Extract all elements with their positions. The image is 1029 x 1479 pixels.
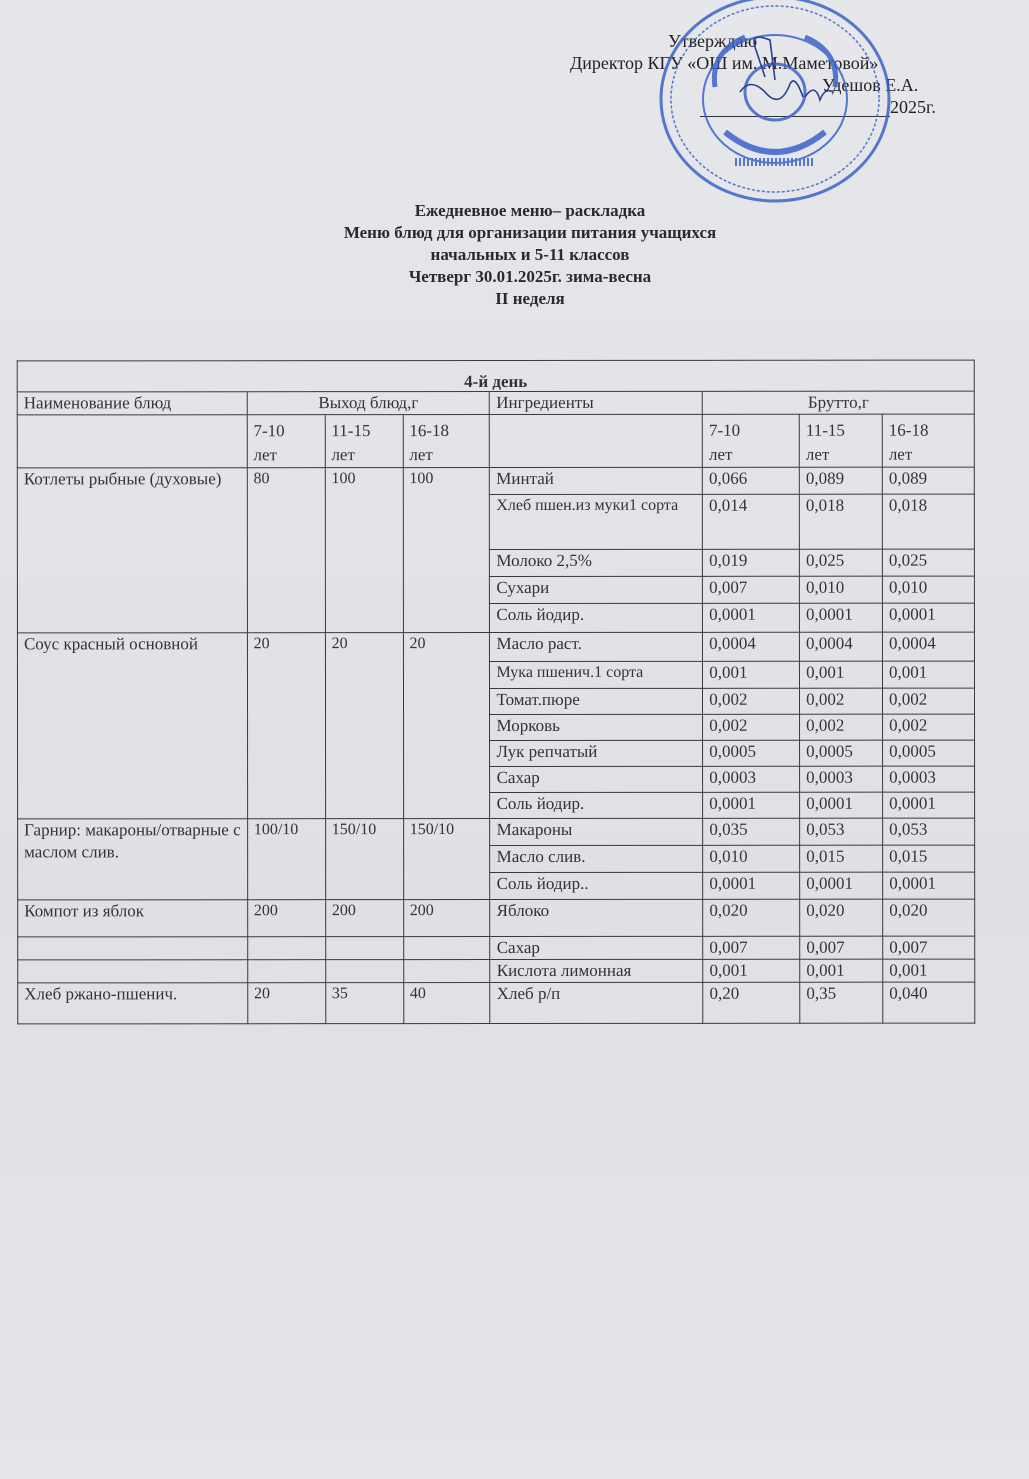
gross-value: 0,019 (703, 549, 800, 576)
age-header-row (17, 414, 974, 468)
gross-value: 0,002 (703, 714, 800, 740)
age-range: 7-10 (708, 420, 741, 440)
ingredient-name: Лук репчатый (490, 740, 703, 766)
gross-value: 0,014 (703, 494, 800, 549)
ingredient-name: Морковь (490, 714, 703, 740)
dish-yield: 40 (403, 983, 490, 1024)
gross-value: 0,040 (883, 982, 975, 1023)
dish-yield: 200 (247, 900, 325, 937)
header-dish: Наименование блюд (17, 392, 247, 415)
ingredient-name: Масло раст. (490, 632, 703, 661)
gross-value: 0,001 (883, 959, 975, 982)
ingredient-name: Кислота лимонная (490, 959, 703, 982)
gross-value: 0,0001 (703, 603, 800, 632)
gross-value: 0,002 (883, 714, 975, 740)
ingredient-row (18, 982, 975, 1024)
age-range: 11-15 (805, 420, 845, 440)
dish-yield (325, 960, 403, 983)
gross-value: 0,001 (800, 661, 883, 688)
gross-value: 0,0001 (883, 872, 975, 899)
director-line: Директор КГУ «ОШ им. М.Маметовой» (570, 53, 879, 73)
gross-age-0 (702, 414, 799, 467)
yield-age-2 (403, 415, 490, 468)
ingredient-name: Макароны (490, 818, 703, 845)
gross-value: 0,089 (799, 467, 882, 494)
gross-value: 0,35 (800, 982, 883, 1023)
dish-yield (403, 960, 490, 983)
gross-value: 0,002 (800, 714, 883, 740)
yield-age-0 (247, 415, 325, 468)
dish-name: Компот из яблок (18, 900, 248, 937)
yield-age-1 (325, 415, 403, 468)
ingredient-row (18, 818, 975, 846)
gross-value: 0,066 (703, 467, 800, 494)
ingredient-row (17, 632, 974, 662)
ingredient-name: Минтай (490, 467, 703, 494)
age-unit: лет (253, 445, 277, 465)
gross-value: 0,002 (800, 688, 883, 714)
age-range: 16-18 (888, 420, 929, 440)
gross-value: 0,0005 (800, 740, 883, 766)
age-range: 7-10 (253, 421, 285, 441)
ingredient-name: Сухари (490, 576, 703, 603)
dish-yield: 100 (403, 468, 490, 633)
title-line-1: Ежедневное меню– раскладка (414, 201, 646, 220)
gross-value: 0,002 (703, 688, 800, 714)
dish-name (18, 960, 248, 983)
ingredient-name: Сахар (490, 936, 703, 959)
gross-value: 0,0004 (703, 632, 800, 661)
gross-value: 0,002 (883, 688, 975, 714)
age-unit: лет (331, 445, 355, 465)
gross-value: 0,010 (882, 576, 974, 603)
title-line-5: II неделя (495, 289, 565, 308)
gross-value: 0,025 (882, 549, 974, 576)
gross-value: 0,0001 (800, 603, 883, 632)
gross-value: 0,020 (883, 899, 975, 936)
gross-value: 0,020 (800, 899, 883, 936)
dish-yield: 20 (247, 983, 325, 1024)
signature-line (700, 116, 890, 117)
age-blank (17, 415, 247, 468)
day-label: 4-й день (17, 360, 974, 392)
header-ingredients: Ингредиенты (490, 391, 703, 414)
gross-age-2 (882, 414, 974, 467)
gross-value: 0,0001 (883, 792, 975, 818)
gross-value: 0,0001 (703, 792, 800, 818)
gross-value: 0,015 (800, 845, 883, 872)
gross-value: 0,0001 (800, 792, 883, 818)
title-line-4: Четверг 30.01.2025г. зима-весна (408, 267, 652, 286)
gross-value: 0,0003 (800, 766, 883, 792)
gross-value: 0,0004 (800, 632, 883, 661)
ingredient-name: Соль йодир. (490, 603, 703, 632)
gross-value: 0,010 (799, 576, 882, 603)
age-range: 16-18 (409, 421, 450, 441)
dish-yield (247, 960, 325, 983)
ingredient-name: Соль йодир. (490, 792, 703, 818)
dish-yield: 20 (403, 633, 490, 819)
gross-value: 0,0003 (703, 766, 800, 792)
gross-value: 0,0005 (883, 740, 975, 766)
gross-value: 0,001 (703, 959, 800, 982)
gross-value: 0,015 (883, 845, 975, 872)
dish-yield: 200 (325, 900, 403, 937)
ingredient-row (17, 467, 974, 495)
dish-name: Хлеб ржано-пшенич. (18, 983, 248, 1024)
ingredient-name: Сахар (490, 766, 703, 792)
gross-value: 0,0004 (882, 632, 974, 661)
dish-yield: 80 (247, 468, 325, 633)
ingredient-name: Масло слив. (490, 845, 703, 872)
age-unit: лет (888, 444, 913, 464)
ingredient-blank (490, 414, 703, 467)
dish-yield: 100/10 (247, 819, 325, 900)
ingredient-row (18, 936, 975, 960)
gross-value: 0,001 (883, 661, 975, 688)
gross-value: 0,007 (800, 936, 883, 959)
gross-value: 0,0001 (882, 603, 974, 632)
gross-value: 0,0001 (703, 872, 800, 899)
ingredient-name: Хлеб р/п (490, 982, 703, 1023)
document-title (250, 200, 810, 310)
dish-yield: 150/10 (403, 819, 490, 900)
ingredient-name: Томат.пюре (490, 688, 703, 714)
ingredient-name: Яблоко (490, 899, 703, 936)
gross-value: 0,20 (703, 982, 800, 1023)
gross-value: 0,007 (703, 576, 800, 603)
gross-value: 0,010 (703, 845, 800, 872)
approve-label: Утверждаю (668, 31, 758, 51)
gross-value: 0,018 (799, 494, 882, 549)
title-line-2: Меню блюд для организации питания учащихся (343, 223, 717, 242)
ingredient-row (18, 899, 975, 937)
gross-value: 0,0005 (703, 740, 800, 766)
dish-yield: 35 (325, 983, 403, 1024)
ingredient-row (18, 959, 975, 983)
dish-name: Соус красный основной (17, 633, 247, 819)
gross-value: 0,053 (883, 818, 975, 845)
dish-yield (247, 937, 325, 960)
approval-block (560, 30, 960, 120)
dish-name (18, 937, 248, 960)
age-unit: лет (708, 444, 733, 464)
dish-yield (403, 937, 490, 960)
gross-value: 0,020 (703, 899, 800, 936)
dish-yield (325, 937, 403, 960)
director-name: Удешов Е.А. (822, 75, 919, 95)
header-yield: Выход блюд,г (247, 392, 490, 415)
gross-value: 0,035 (703, 818, 800, 845)
gross-value: 0,053 (800, 818, 883, 845)
header-gross: Брутто,г (702, 391, 974, 414)
dish-yield: 100 (325, 468, 403, 633)
menu-table (17, 360, 976, 1025)
gross-value: 0,007 (703, 936, 800, 959)
header-row (17, 391, 974, 415)
dish-yield: 20 (247, 633, 325, 819)
gross-value: 0,0003 (883, 766, 975, 792)
dish-yield: 20 (325, 633, 403, 819)
gross-value: 0,089 (882, 467, 974, 494)
dish-yield: 200 (403, 900, 490, 937)
gross-value: 0,001 (800, 959, 883, 982)
ingredient-name: Соль йодир.. (490, 872, 703, 899)
ingredient-name: Мука пшенич.1 сорта (490, 661, 703, 688)
gross-value: 0,001 (703, 661, 800, 688)
age-unit: лет (805, 444, 830, 464)
gross-value: 0,025 (799, 549, 882, 576)
gross-value: 0,007 (883, 936, 975, 959)
gross-age-1 (799, 414, 882, 467)
approval-year: 2025г. (890, 97, 936, 117)
age-unit: лет (409, 445, 433, 465)
gross-value: 0,0001 (800, 872, 883, 899)
ingredient-name: Молоко 2,5% (490, 549, 703, 576)
gross-value: 0,018 (882, 494, 974, 549)
ingredient-name: Хлеб пшен.из муки1 сорта (490, 494, 703, 549)
title-line-3: начальных и 5-11 классов (430, 245, 630, 264)
age-range: 11-15 (331, 421, 371, 441)
dish-name: Гарнир: макароны/отварные с маслом слив. (18, 819, 248, 900)
dish-name: Котлеты рыбные (духовые) (17, 468, 247, 633)
day-row (17, 360, 974, 392)
dish-yield: 150/10 (325, 819, 403, 900)
